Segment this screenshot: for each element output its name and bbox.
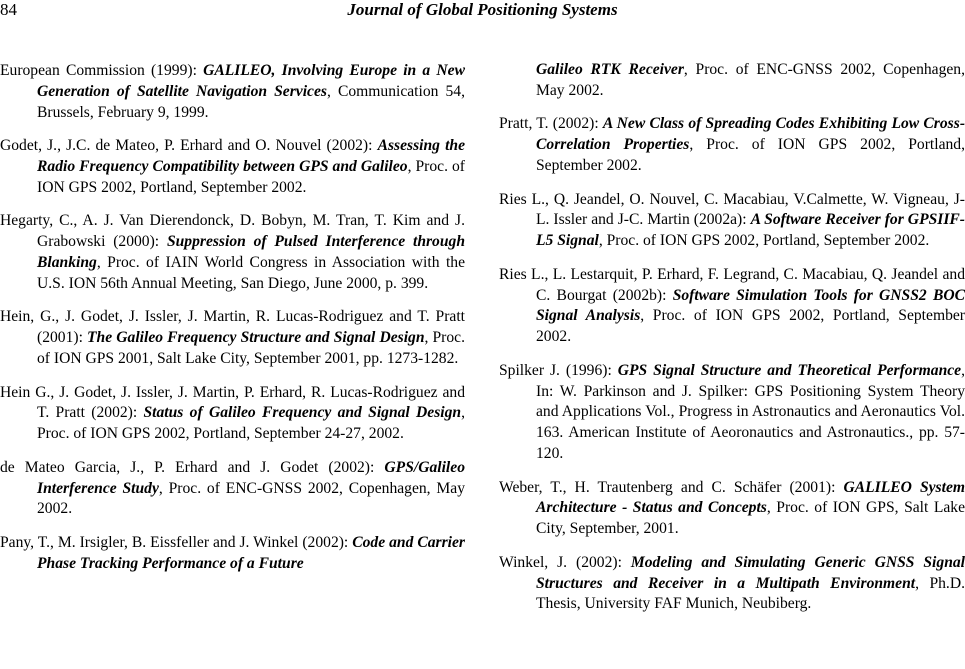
reference-entry [499,190,965,252]
reference-authors: Ries L., Q. Jeandel, O. Nouvel, C. Macabiau, V.Calmette, W. Vigneau, J-L. Issler and J-C. Martin (2002a): [499,190,965,229]
reference-title: Suppression of Pulsed Interference through Blanking [37,233,465,271]
reference-details: , Proc. of ENC-GNSS 2002, Copenhagen, May 2002. [536,61,965,99]
reference-authors: Pratt, T. (2002): [499,115,603,133]
page-number: 84 [0,0,17,19]
reference-entry [499,361,965,465]
reference-details: , Ph.D. Thesis, University FAF Munich, Neubiberg. [536,574,965,613]
reference-title: GALILEO System Architecture - Status and Concepts [536,478,965,517]
reference-title: Status of Galileo Frequency and Signal Design [143,404,462,422]
reference-title: A New Class of Spreading Codes Exhibiting Low Cross-Correlation Properties [536,115,965,154]
reference-title: GPS Signal Structure and Theoretical Performance [617,361,962,379]
reference-details: , Proc. of ION GPS 2002, Portland, September 2002. [536,136,965,174]
reference-title: Code and Carrier Phase Tracking Performance of a Future [37,533,466,572]
reference-title: A Software Receiver for GPSIIF-L5 Signal [536,211,965,250]
reference-title: Software Simulation Tools for GNSS2 BOC Signal Analysis [536,286,965,325]
reference-details: , In: W. Parkinson and J. Spilker: GPS Positioning System Theory and Applications Vol., Progress in Astronautics and Aeronautics Vol. 163. American Institute of Aeoronautics and Astronautics., pp. 57-120. [536,361,965,462]
reference-authors: Hegarty, C., A. J. Van Dierendonck, D. Bobyn, M. Tran, T. Kim and J. Grabowski (2000): [0,212,465,251]
reference-authors: Ries L., L. Lestarquit, P. Erhard, F. Legrand, C. Macabiau, Q. Jeandel and C. Bourgat (2002b): [499,265,965,304]
reference-authors: Godet, J., J.C. de Mateo, P. Erhard and O. Nouvel (2002): [0,137,378,155]
reference-entry [0,383,465,445]
reference-details: , Proc. of ION GPS 2002, Portland, September 2002. [536,307,965,346]
reference-entry [0,211,465,294]
reference-details: , Proc. of ION GPS 2002, Portland, September 2002. [37,157,465,196]
reference-entry [499,114,965,176]
reference-entry [499,553,965,615]
reference-authors: Weber, T., H. Trautenberg and C. Schäfer (2001): [499,478,844,496]
reference-details: , Proc. of ENC-GNSS 2002, Copenhagen, May 2002. [37,479,465,518]
reference-entry [0,458,465,520]
reference-entry-continuation [499,60,965,102]
reference-authors: Pany, T., M. Irsigler, B. Eissfeller and J. Winkel (2002): [0,533,353,551]
reference-authors: Spilker J. (1996): [499,361,618,379]
reference-title: GALILEO, Involving Europe in a New Generation of Satellite Navigation Services [37,62,465,100]
reference-title: Galileo RTK Receiver [536,61,684,78]
reference-authors: Hein, G., J. Godet, J. Issler, J. Martin, R. Lucas-Rodriguez and T. Pratt (2001): [0,308,465,347]
reference-authors: Winkel, J. (2002): [499,553,631,571]
reference-details: , Proc. of ION GPS 2001, Salt Lake City, September 2001, pp. 1273-1282. [37,329,465,367]
reference-entry [0,533,465,575]
reference-title: GPS/Galileo Interference Study [37,458,465,497]
reference-details: , Proc. of ION GPS 2002, Portland, September 2002. [598,232,930,250]
reference-authors: de Mateo Garcia, J., P. Erhard and J. Godet (2002): [0,458,385,476]
reference-entry [0,307,465,369]
references-right-column [499,60,965,628]
reference-entry [499,478,965,540]
reference-details: , Proc. of ION GPS, Salt Lake City, September, 2001. [536,499,965,538]
references-left-column [0,61,465,587]
reference-entry [0,61,465,123]
reference-title: The Galileo Frequency Structure and Signal Design [87,329,425,347]
reference-details: , Communication 54, Brussels, February 9, 1999. [37,82,465,121]
journal-title: Journal of Global Positioning Systems [347,0,618,19]
reference-details: , Proc. of IAIN World Congress in Association with the U.S. ION 56th Annual Meeting, San Diego, June 2000, p. 399. [37,253,465,292]
reference-title: Modeling and Simulating Generic GNSS Signal Structures and Receiver in a Multipath Environment [536,553,965,592]
reference-entry [499,265,965,348]
reference-details: , Proc. of ION GPS 2002, Portland, September 24-27, 2002. [37,404,465,443]
reference-entry [0,136,465,198]
reference-authors: Hein G., J. Godet, J. Issler, J. Martin, P. Erhard, R. Lucas-Rodriguez and T. Pratt (2002): [0,383,465,422]
reference-title: Assessing the Radio Frequency Compatibility between GPS and Galileo [37,137,465,175]
reference-authors: European Commission (1999): [0,62,204,79]
